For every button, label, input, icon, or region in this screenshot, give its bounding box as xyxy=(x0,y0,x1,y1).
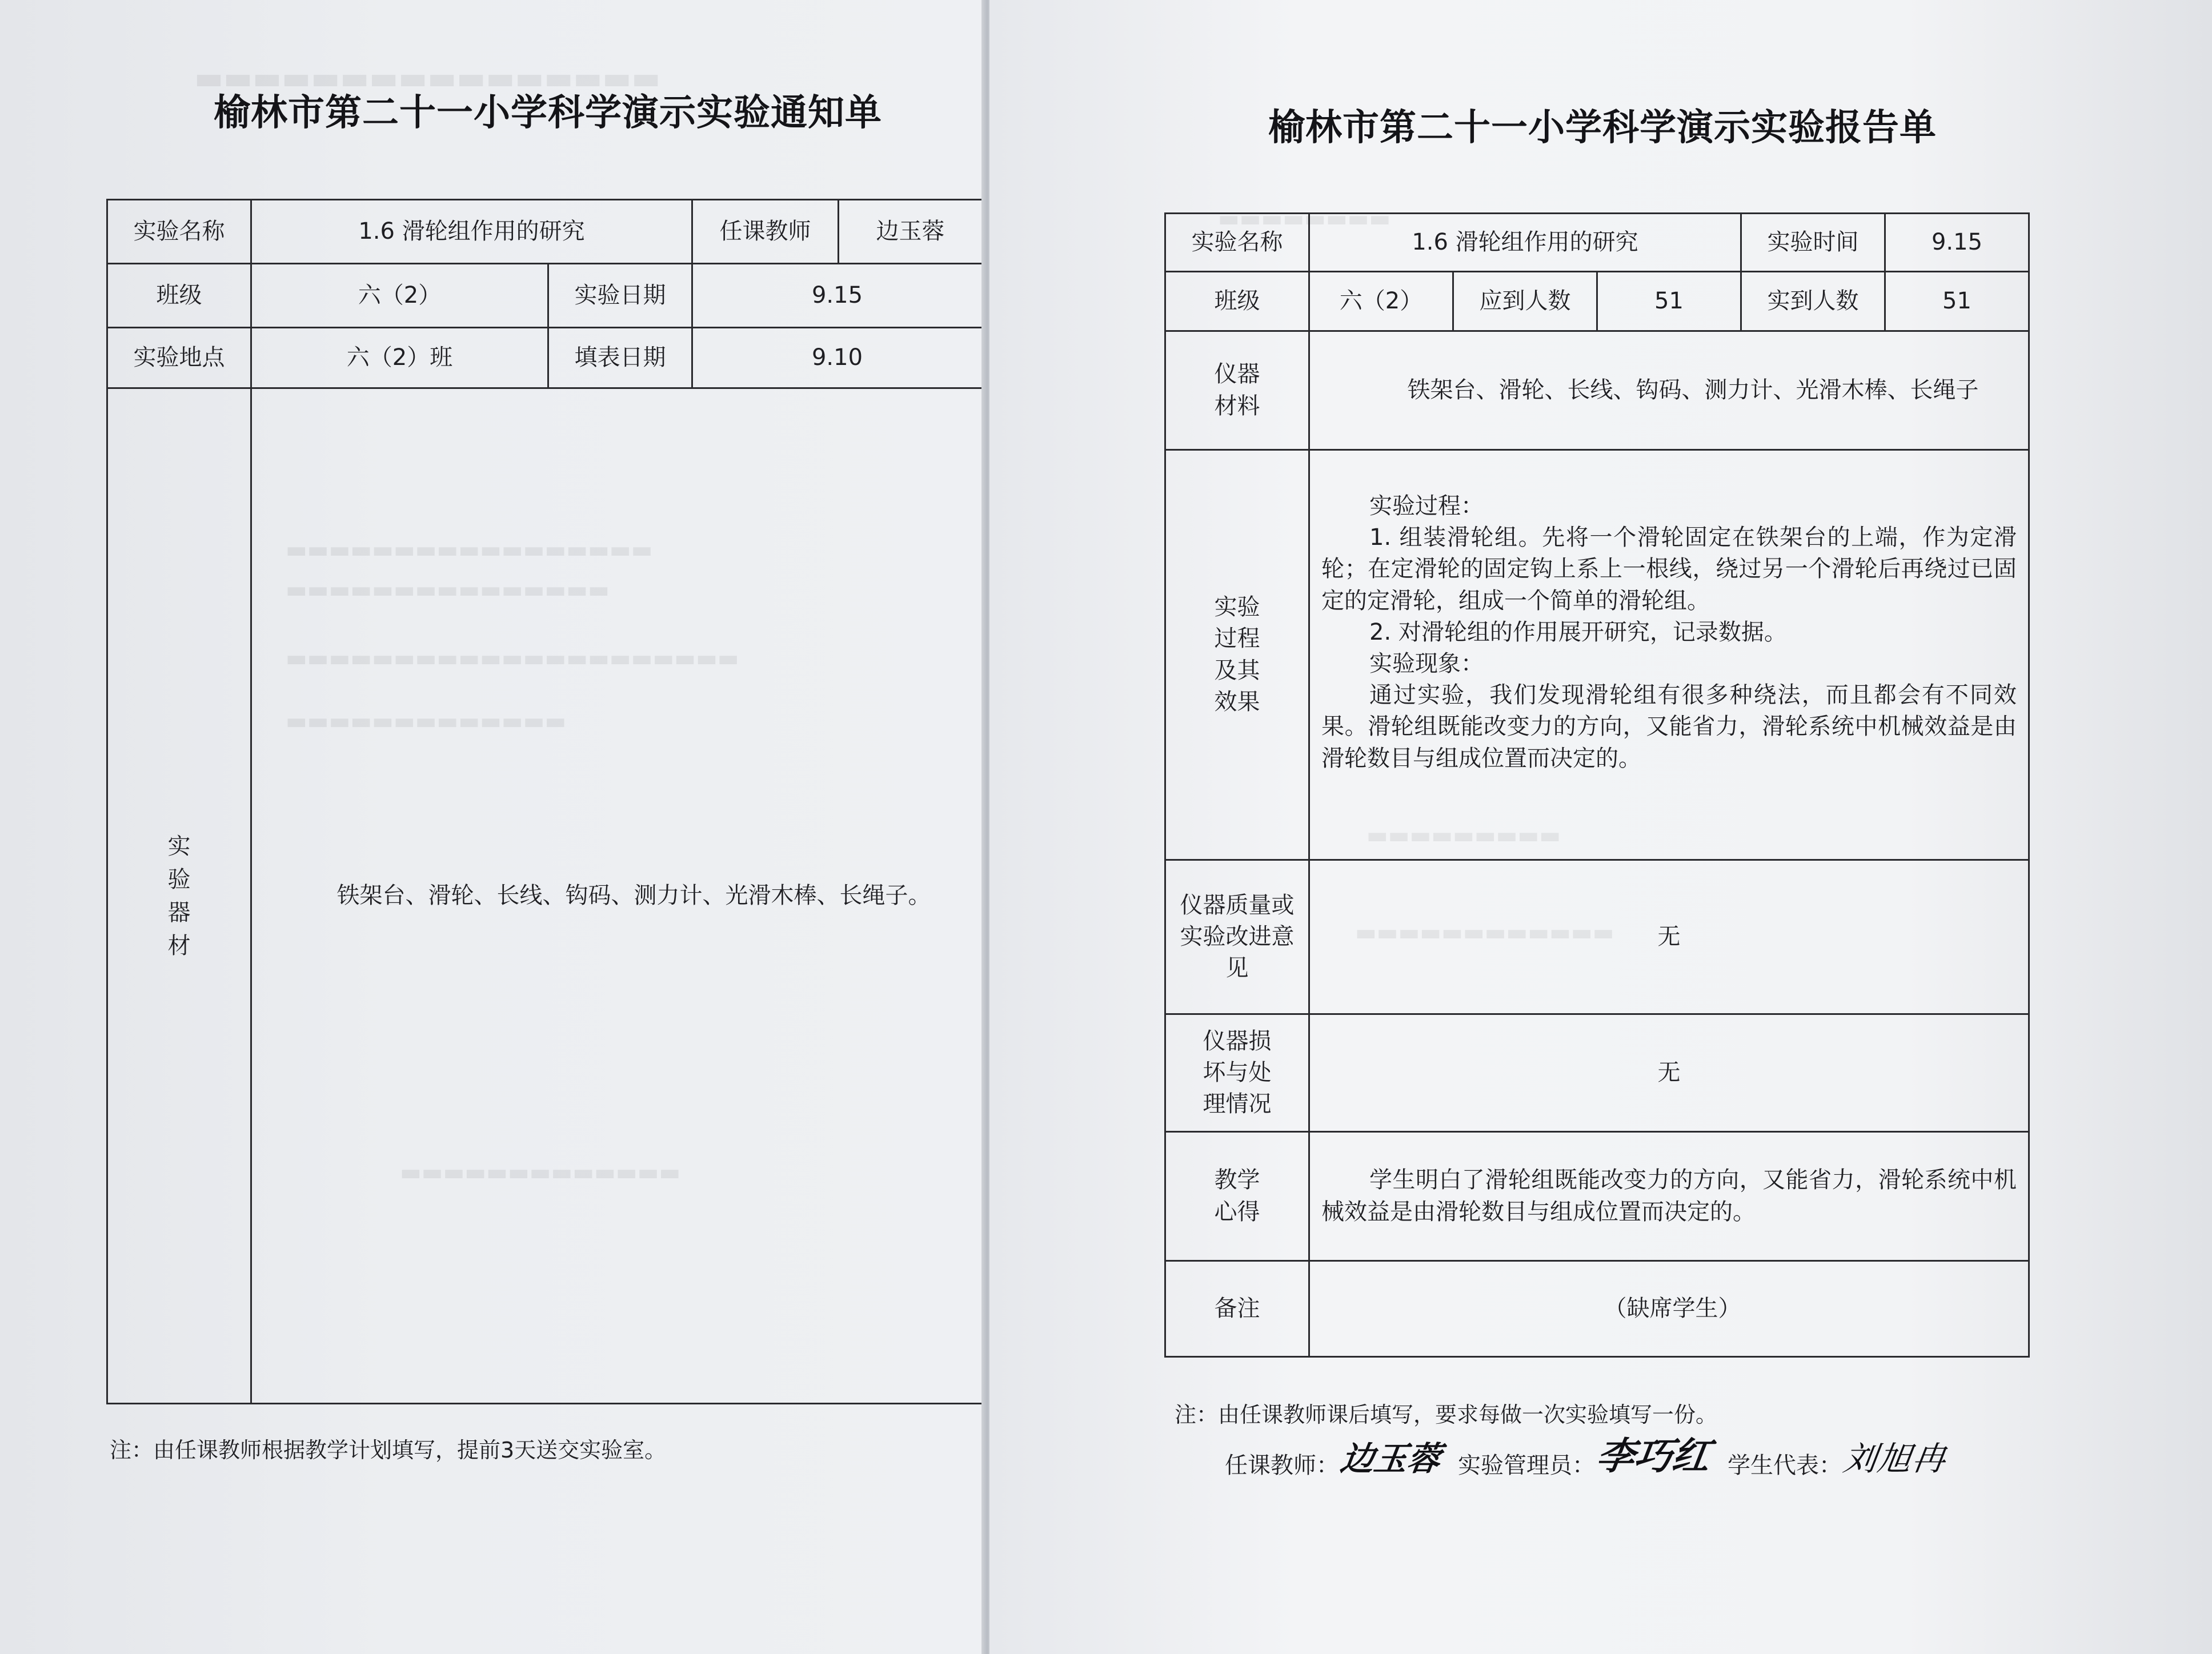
reflection-text: 学生明白了滑轮组既能改变力的方向，又能省力，滑轮系统中机械效益是由滑轮数目与组成位置而决定的。 xyxy=(1321,1167,2017,1225)
notice-table xyxy=(106,199,983,1404)
phenomenon-heading: 实验现象： xyxy=(1369,650,1484,677)
notice-title: 榆林市第二十一小学科学演示实验通知单 xyxy=(214,92,882,134)
experiment-name-value: 1.6 滑轮组作用的研究 xyxy=(251,200,692,264)
report-row-materials xyxy=(1165,331,2029,450)
location-label: 实验地点 xyxy=(107,328,251,388)
report-title: 榆林市第二十一小学科学演示实验报告单 xyxy=(1268,107,1937,149)
process-label-text: 实验过程及其效果 xyxy=(1214,594,1260,715)
process-step-2: 2. 对滑轮组的作用展开研究，记录数据。 xyxy=(1369,619,1787,645)
report-row-remarks xyxy=(1165,1261,2029,1357)
student-signature: 刘旭冉 xyxy=(1841,1439,1950,1478)
quality-label xyxy=(1165,860,1309,1014)
fill-date-value: 9.10 xyxy=(692,328,983,388)
show-through-lines: ▬▬▬▬▬▬▬▬▬▬▬▬▬ xyxy=(286,708,567,734)
equipment-label-text: 实验器材 xyxy=(167,833,191,959)
process-step-1: 1. 组装滑轮组。先将一个滑轮固定在铁架台的上端，作为定滑轮；在定滑轮的固定钩上系上一根线，绕过另一个滑轮后再绕过已固定的定滑轮，组成一个简单的滑轮组。 xyxy=(1321,524,2017,614)
experiment-date-label: 实验日期 xyxy=(548,264,692,328)
expected-count-label: 应到人数 xyxy=(1453,272,1597,331)
teacher-label: 任课教师 xyxy=(692,200,839,264)
actual-count-label: 实到人数 xyxy=(1741,272,1885,331)
reflection-value xyxy=(1309,1132,2029,1261)
report-class-value: 六（2） xyxy=(1309,272,1453,331)
show-through-lines: ▬▬▬▬▬▬▬▬ xyxy=(1218,206,1391,232)
process-heading: 实验过程： xyxy=(1369,493,1484,519)
class-value: 六（2） xyxy=(251,264,548,328)
damage-label-text: 仪器损坏与处理情况 xyxy=(1203,1027,1272,1118)
admin-signature: 李巧红 xyxy=(1593,1434,1713,1478)
actual-count-value: 51 xyxy=(1885,272,2029,331)
equipment-label xyxy=(107,388,251,1404)
notice-row-name xyxy=(107,200,983,264)
equipment-value: 铁架台、滑轮、长线、钩码、测力计、光滑木棒、长绳子。 xyxy=(251,388,983,1404)
signature-row xyxy=(1225,1426,1964,1480)
report-name-value: 1.6 滑轮组作用的研究 xyxy=(1309,214,1741,272)
teacher-signature-label: 任课教师： xyxy=(1225,1452,1339,1479)
reflection-label-text: 教学心得 xyxy=(1214,1167,1260,1225)
teacher-signature: 边玉蓉 xyxy=(1338,1439,1444,1478)
materials-value: 铁架台、滑轮、长线、钩码、测力计、光滑木棒、长绳子 xyxy=(1309,331,2029,450)
report-time-value: 9.15 xyxy=(1885,214,2029,272)
report-sheet xyxy=(989,0,2212,1654)
process-label xyxy=(1165,450,1309,860)
damage-label xyxy=(1165,1014,1309,1132)
process-content xyxy=(1309,450,2029,860)
report-row-damage xyxy=(1165,1014,2029,1132)
class-label: 班级 xyxy=(107,264,251,328)
location-value: 六（2）班 xyxy=(251,328,548,388)
report-row-reflection xyxy=(1165,1132,2029,1261)
damage-value: 无 xyxy=(1309,1014,2029,1132)
notice-row-class xyxy=(107,264,983,328)
fill-date-label: 填表日期 xyxy=(548,328,692,388)
show-through-lines: ▬▬▬▬▬▬▬▬▬ xyxy=(1367,822,1561,849)
show-through-title: ▬▬▬▬▬▬▬▬▬▬▬▬▬▬▬▬ xyxy=(194,60,661,96)
notice-footer-note: 注：由任课教师根据教学计划填写，提前3天送交实验室。 xyxy=(110,1438,667,1463)
notice-row-equipment xyxy=(107,388,983,1404)
reflection-label xyxy=(1165,1132,1309,1261)
teacher-value: 边玉蓉 xyxy=(839,200,983,264)
materials-label-text: 仪器材料 xyxy=(1214,361,1260,419)
report-class-label: 班级 xyxy=(1165,272,1309,331)
report-row-quality xyxy=(1165,860,2029,1014)
notice-sheet xyxy=(0,0,984,1654)
report-footer-note: 注：由任课教师课后填写，要求每做一次实验填写一份。 xyxy=(1175,1402,1718,1427)
show-through-lines: ▬▬▬▬▬▬▬▬▬▬▬▬ xyxy=(1355,920,1614,946)
report-row-process xyxy=(1165,450,2029,860)
report-name-label: 实验名称 xyxy=(1165,214,1309,272)
quality-value: 无 xyxy=(1309,860,2029,1014)
remarks-value: （缺席学生） xyxy=(1309,1261,2029,1357)
show-through-lines: ▬▬▬▬▬▬▬▬▬▬▬▬▬▬▬▬▬▬▬▬▬ xyxy=(286,645,739,672)
expected-count-value: 51 xyxy=(1597,272,1741,331)
quality-label-text: 仪器质量或实验改进意见 xyxy=(1180,892,1295,982)
report-row-name xyxy=(1165,214,2029,272)
admin-signature-label: 实验管理员： xyxy=(1458,1452,1596,1479)
notice-row-place xyxy=(107,328,983,388)
phenomenon-text: 通过实验，我们发现滑轮组有很多种绕法，而且都会有不同效果。滑轮组既能改变力的方向，又能省力，滑轮系统中机械效益是由滑轮数目与组成位置而决定的。 xyxy=(1321,682,2017,772)
remarks-label: 备注 xyxy=(1165,1261,1309,1357)
experiment-name-label: 实验名称 xyxy=(107,200,251,264)
report-time-label: 实验时间 xyxy=(1741,214,1885,272)
student-signature-label: 学生代表： xyxy=(1728,1452,1842,1479)
experiment-date-value: 9.15 xyxy=(692,264,983,328)
show-through-lines: ▬▬▬▬▬▬▬▬▬▬▬▬▬▬▬ xyxy=(286,577,610,603)
report-row-class xyxy=(1165,272,2029,331)
report-table xyxy=(1164,212,2030,1358)
materials-label xyxy=(1165,331,1309,450)
show-through-lines: ▬▬▬▬▬▬▬▬▬▬▬▬▬▬▬▬▬ xyxy=(286,537,653,563)
show-through-lines: ▬▬▬▬▬▬▬▬▬▬▬▬▬ xyxy=(400,1159,681,1186)
